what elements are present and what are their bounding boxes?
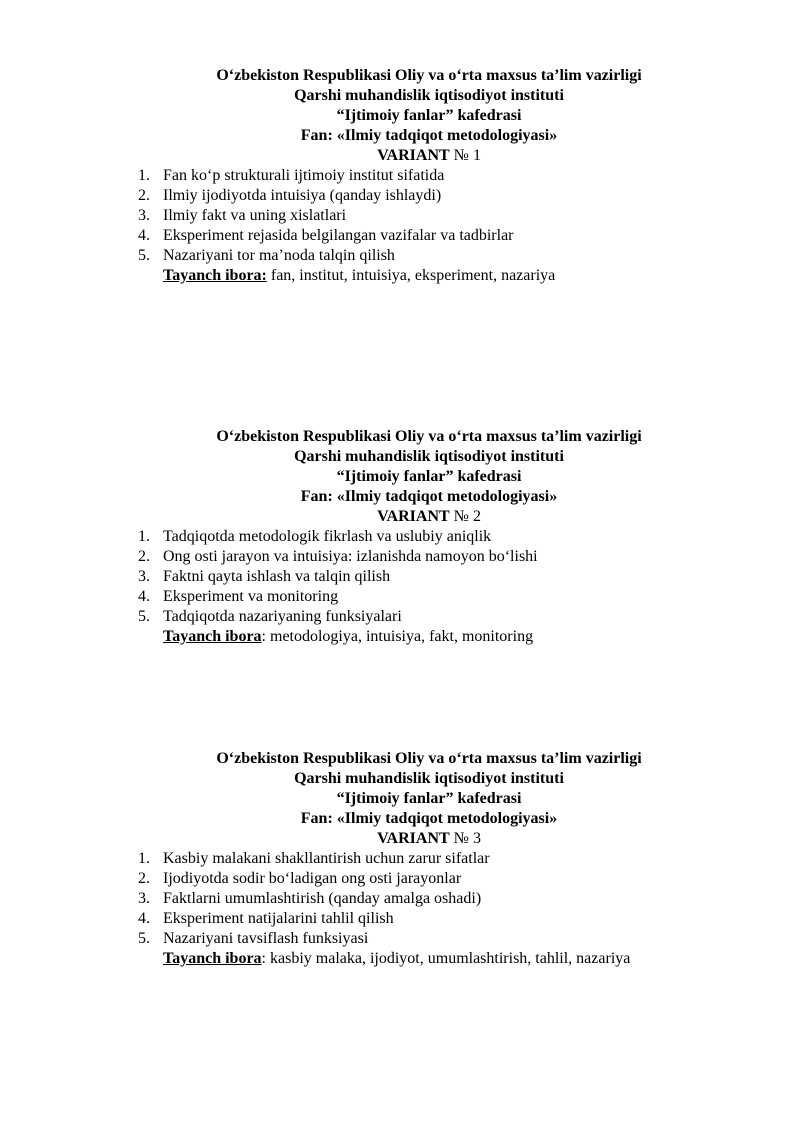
variant-number: № 1 xyxy=(453,147,481,164)
institute-title: Qarshi muhandislik iqtisodiyot instituti xyxy=(294,770,564,787)
keywords-text: : kasbiy malaka, ijodiyot, umumlashtirish, tahlil, nazariya xyxy=(261,950,631,967)
variant-block-2 xyxy=(0,427,800,647)
ministry-title: O‘zbekiston Respublikasi Oliy va o‘rta maxsus ta’lim vazirligi xyxy=(216,67,642,84)
question-text: Eksperiment rejasida belgilangan vazifalar va tadbirlar xyxy=(163,227,514,244)
department-title: “Ijtimoiy fanlar” kafedrasi xyxy=(336,468,522,485)
question-text: Nazariyani tor ma’noda talqin qilish xyxy=(163,247,395,264)
keywords-line xyxy=(0,949,800,969)
question-text: Tadqiqotda nazariyaning funksiyalari xyxy=(163,608,402,625)
question-item xyxy=(0,909,800,929)
question-item xyxy=(0,587,800,607)
variant-word: VARIANT xyxy=(377,830,450,847)
question-number: 2. xyxy=(138,548,150,565)
variant-heading xyxy=(0,146,800,166)
question-item xyxy=(0,849,800,869)
question-text: Faktni qayta ishlash va talqin qilish xyxy=(163,568,391,585)
variant-word: VARIANT xyxy=(377,508,450,525)
keywords-label: Tayanch ibora xyxy=(163,950,262,967)
question-number: 3. xyxy=(138,568,150,585)
keywords-line xyxy=(0,627,800,647)
question-list xyxy=(0,849,800,949)
subject-title: Fan: «Ilmiy tadqiqot metodologiyasi» xyxy=(300,488,558,505)
question-number: 3. xyxy=(138,890,150,907)
keywords-line xyxy=(0,266,800,286)
question-text: Faktlarni umumlashtirish (qanday amalga oshadi) xyxy=(163,890,482,907)
ministry-title: O‘zbekiston Respublikasi Oliy va o‘rta maxsus ta’lim vazirligi xyxy=(216,750,642,767)
question-number: 4. xyxy=(138,910,150,927)
question-text: Ilmiy ijodiyotda intuisiya (qanday ishlaydi) xyxy=(163,187,442,204)
department-title: “Ijtimoiy fanlar” kafedrasi xyxy=(336,107,522,124)
question-item xyxy=(0,166,800,186)
question-number: 1. xyxy=(138,167,150,184)
question-text: Ong osti jarayon va intuisiya: izlanishda namoyon bo‘lishi xyxy=(163,548,538,565)
question-number: 1. xyxy=(138,850,150,867)
keywords-label: Tayanch ibora: xyxy=(163,267,267,284)
institute-title: Qarshi muhandislik iqtisodiyot instituti xyxy=(294,87,564,104)
institute-title: Qarshi muhandislik iqtisodiyot instituti xyxy=(294,448,564,465)
keywords-text: : metodologiya, intuisiya, fakt, monitoring xyxy=(261,628,534,645)
question-list xyxy=(0,166,800,266)
question-item xyxy=(0,869,800,889)
question-item xyxy=(0,547,800,567)
variant-heading xyxy=(0,507,800,527)
question-number: 1. xyxy=(138,528,150,545)
question-number: 5. xyxy=(138,608,150,625)
variant-number: № 3 xyxy=(453,830,481,847)
question-number: 2. xyxy=(138,870,150,887)
question-item xyxy=(0,607,800,627)
question-text: Ilmiy fakt va uning xislatlari xyxy=(163,207,347,224)
variant-word: VARIANT xyxy=(377,147,450,164)
variant-block-1 xyxy=(0,66,800,286)
question-item xyxy=(0,527,800,547)
question-text: Kasbiy malakani shakllantirish uchun zarur sifatlar xyxy=(163,850,490,867)
variant-number: № 2 xyxy=(453,508,481,525)
variant-heading xyxy=(0,829,800,849)
question-list xyxy=(0,527,800,627)
department-title: “Ijtimoiy fanlar” kafedrasi xyxy=(336,790,522,807)
question-number: 2. xyxy=(138,187,150,204)
question-item xyxy=(0,226,800,246)
question-item xyxy=(0,929,800,949)
question-number: 4. xyxy=(138,588,150,605)
question-number: 3. xyxy=(138,207,150,224)
question-item xyxy=(0,567,800,587)
question-item xyxy=(0,206,800,226)
keywords-text: fan, institut, intuisiya, eksperiment, nazariya xyxy=(266,267,556,284)
question-item xyxy=(0,246,800,266)
question-text: Fan ko‘p strukturali ijtimoiy institut sifatida xyxy=(163,167,445,184)
question-text: Eksperiment natijalarini tahlil qilish xyxy=(163,910,394,927)
question-number: 5. xyxy=(138,247,150,264)
question-text: Eksperiment va monitoring xyxy=(163,588,339,605)
question-text: Ijodiyotda sodir bo‘ladigan ong osti jarayonlar xyxy=(163,870,462,887)
subject-title: Fan: «Ilmiy tadqiqot metodologiyasi» xyxy=(300,810,558,827)
question-text: Nazariyani tavsiflash funksiyasi xyxy=(163,930,369,947)
question-item xyxy=(0,186,800,206)
keywords-label: Tayanch ibora xyxy=(163,628,262,645)
subject-title: Fan: «Ilmiy tadqiqot metodologiyasi» xyxy=(300,127,558,144)
variant-block-3 xyxy=(0,749,800,969)
question-number: 5. xyxy=(138,930,150,947)
question-number: 4. xyxy=(138,227,150,244)
question-item xyxy=(0,889,800,909)
ministry-title: O‘zbekiston Respublikasi Oliy va o‘rta maxsus ta’lim vazirligi xyxy=(216,428,642,445)
question-text: Tadqiqotda metodologik fikrlash va uslubiy aniqlik xyxy=(163,528,492,545)
